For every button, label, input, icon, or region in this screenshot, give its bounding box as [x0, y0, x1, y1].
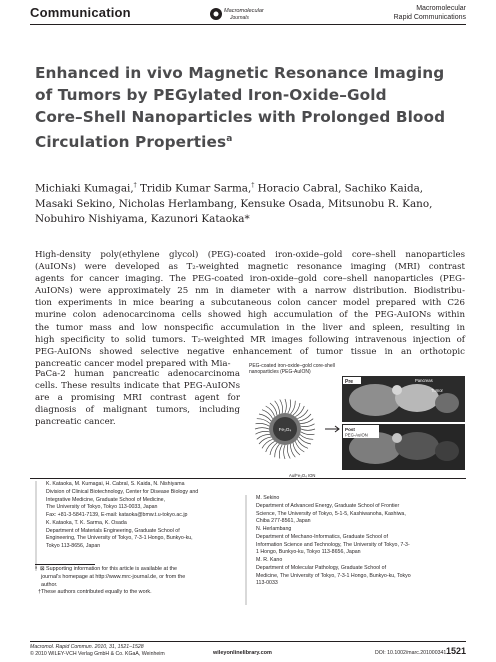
- footnotes: [35, 566, 245, 597]
- abstract-line: murine colon adenocarcinoma cells showed high accumulation of the PEG-AuIONs within: [35, 310, 465, 321]
- affiliation-line: M. R. Kano: [256, 557, 283, 563]
- title-line: Core–Shell Nanoparticles with Prolonged Blood: [35, 108, 446, 126]
- mri-panel-pre: [342, 376, 465, 422]
- author-line: Nobuhiro Nishiyama, Kazunori Kataoka*: [35, 213, 250, 226]
- journal-name: [394, 5, 466, 22]
- article-title: [35, 62, 465, 153]
- abstract-line: cells. These results indicate that PEG-AuIONs: [35, 381, 240, 392]
- affiliation-line: Science, The University of Tokyo, 5-1-5, Kashiwanoha, Kashiwa,: [256, 510, 406, 517]
- abstract-line: high specificity to solid tumors. T₂-weighted MR images following intravenous injection of: [35, 334, 465, 345]
- affiliation-line: Medicine, The University of Tokyo, 7-3-1 Hongo, Bunkyo-ku, Tokyo: [256, 572, 411, 579]
- equal-contribution-mark: †: [133, 182, 137, 189]
- abstract-line: the tumor mass and low nonspecific accumulation in the liver and spleen, resulting in: [35, 322, 465, 333]
- title-line: of Tumors by PEGylated Iron-Oxide–Gold: [35, 86, 387, 104]
- abstract-line: are a promising MRI contrast agent for: [35, 393, 240, 404]
- svg-text:Macromolecular: Macromolecular: [224, 8, 264, 14]
- title-line: Enhanced in vivo Magnetic Resonance Imaging: [35, 64, 445, 82]
- notes-rule: [35, 564, 95, 565]
- header-rule: [30, 24, 466, 25]
- affiliation-line: Integrative Medicine, Graduate School of Medicine,: [46, 496, 166, 503]
- abstract-line: agents for cancer imaging. The PEG-coated iron-oxide–gold core–shell nanoparticles (PEG-: [35, 274, 465, 285]
- affiliation-line: Chiba 277-8561, Japan: [256, 518, 311, 525]
- pancreas-label: Pancreas: [415, 378, 433, 383]
- author-list: [35, 178, 465, 228]
- affiliations-left: [35, 481, 253, 571]
- pre-label: Pre: [345, 379, 354, 385]
- graphical-abstract: [247, 360, 468, 482]
- affiliation-line: Department of Molecular Pathology, Graduate School of: [256, 564, 387, 571]
- section-label: Communication: [30, 5, 131, 20]
- tumor-label: Tumor: [431, 388, 443, 393]
- abstract-line: tion experiments in mice bearing a subcutaneous colon cancer model prepared with C26: [35, 298, 465, 309]
- abstract: [35, 249, 465, 370]
- post-label: Post: [345, 427, 355, 432]
- author-names: Horacio Cabral, Sachiko Kaida,: [254, 182, 424, 195]
- affiliation-line: Tokyo 113-8656, Japan: [46, 543, 101, 549]
- post-sublabel: PEG-AuION: [345, 432, 368, 438]
- affiliation-line: Fax: +81-3-5841-7139, E-mail: kataoka@bmw.t.u-tokyo.ac.jp: [46, 512, 188, 518]
- footnote-line: journal's homepage at http://www.mrc-journal.de, or from the: [35, 573, 186, 580]
- figure-label: Au/Fe₃O₄ ION: [289, 473, 316, 478]
- equal-contribution-mark: †: [251, 182, 255, 189]
- affiliation-line: Information Science and Technology, The University of Tokyo, 7-3-: [256, 541, 410, 548]
- affiliation-line: The University of Tokyo, Tokyo 113-0033, Japan: [46, 504, 158, 511]
- affiliation-line: Engineering, The University of Tokyo, 7-3-1 Hongo, Bunkyo-ku,: [46, 535, 193, 542]
- abstract-line: pancreatic cancer.: [35, 417, 116, 428]
- journal-line: Macromolecular: [416, 5, 466, 12]
- affiliation-line: Department of Materials Engineering, Graduate School of: [46, 527, 180, 534]
- core-label: Fe₃O₄: [278, 427, 292, 432]
- affiliation-line: M. Sekino: [256, 495, 280, 501]
- affiliation-line: K. Kataoka, T. K. Sarma, K. Osada: [46, 519, 127, 526]
- doi: DOI: 10.1002/marc.201000341: [375, 650, 447, 656]
- svg-text:Journals: Journals: [230, 15, 249, 21]
- title-footnote-mark: a: [226, 134, 233, 144]
- citation: [30, 644, 165, 658]
- title-line-text: Circulation Properties: [35, 133, 227, 152]
- abstract-line: AuIONs) were approximately 25 nm in diameter with a narrow distribution. Biodistribu-: [35, 286, 465, 297]
- abstract-line: High-density poly(ethylene glycol) (PEG)-coated iron-oxide–gold core–shell nanoparticles: [35, 250, 465, 260]
- abstract-line: PEG-AuIONs showed selective negative enhancement of tumor tissue in an orthotopic: [35, 346, 465, 357]
- footnote-line: †These authors contributed equally to the work.: [35, 589, 152, 596]
- copyright: © 2010 WILEY-VCH Verlag GmbH & Co. KGaA, Weinheim: [30, 650, 165, 657]
- affiliation-line: Department of Mechano-Informatics, Graduate School of: [256, 533, 388, 540]
- citation-line: Macromol. Rapid Commun. 2010, 31, 1521–1528: [30, 644, 144, 650]
- mri-panel-post: [342, 424, 465, 470]
- affiliation-line: N. Herlambang: [256, 526, 292, 532]
- author-line: [35, 178, 465, 197]
- footnote-line: ᵃ ⊠ Supporting information for this article is available at the: [35, 566, 177, 572]
- affiliation-line: 1 Hongo, Bunkyo-ku, Tokyo 113-8656, Japan: [256, 549, 361, 556]
- section-rule: [30, 478, 466, 479]
- affiliations-right: [245, 495, 476, 605]
- footnote-line: author.: [35, 581, 58, 588]
- affiliation-line: K. Kataoka, M. Kumagai, H. Cabral, S. Kaida, N. Nishiyama: [46, 481, 185, 487]
- journal-line: Rapid Communications: [393, 13, 466, 21]
- figure-caption: PEG-coated iron-oxide–gold core-shell: [249, 363, 335, 369]
- author-name: Tridib Kumar Sarma,: [136, 182, 252, 195]
- author-line: Masaki Sekino, Nicholas Herlambang, Kensuke Osada, Mitsunobu R. Kano,: [35, 197, 433, 210]
- footer-rule: [30, 641, 466, 642]
- affiliation-line: Division of Clinical Biotechnology, Center for Disease Biology and: [46, 488, 199, 495]
- publisher-logo: [208, 3, 268, 25]
- abstract-line: PaCa-2 human pancreatic adenocarcinoma: [35, 369, 240, 379]
- page-number: 1521: [445, 646, 466, 656]
- figure-caption: nanoparticles (PEG-AuION): [249, 369, 311, 375]
- website-link[interactable]: wileyonlinelibrary.com: [213, 650, 272, 656]
- abstract-line: diagnosis of malignant tumors, including: [35, 405, 240, 416]
- affiliation-line: Department of Advanced Energy, Graduate School of Frontier: [256, 502, 400, 509]
- affiliation-line: 113-0033: [256, 580, 278, 587]
- abstract-line: pancreatic cancer model prepared with Mia-: [35, 358, 231, 369]
- abstract-line: (AuIONs) were developed as T₂-weighted magnetic resonance imaging (MRI) contrast: [35, 262, 465, 273]
- title-line: [35, 128, 465, 153]
- abstract-continued: [35, 368, 240, 428]
- author-name: Michiaki Kumagai,: [35, 182, 134, 195]
